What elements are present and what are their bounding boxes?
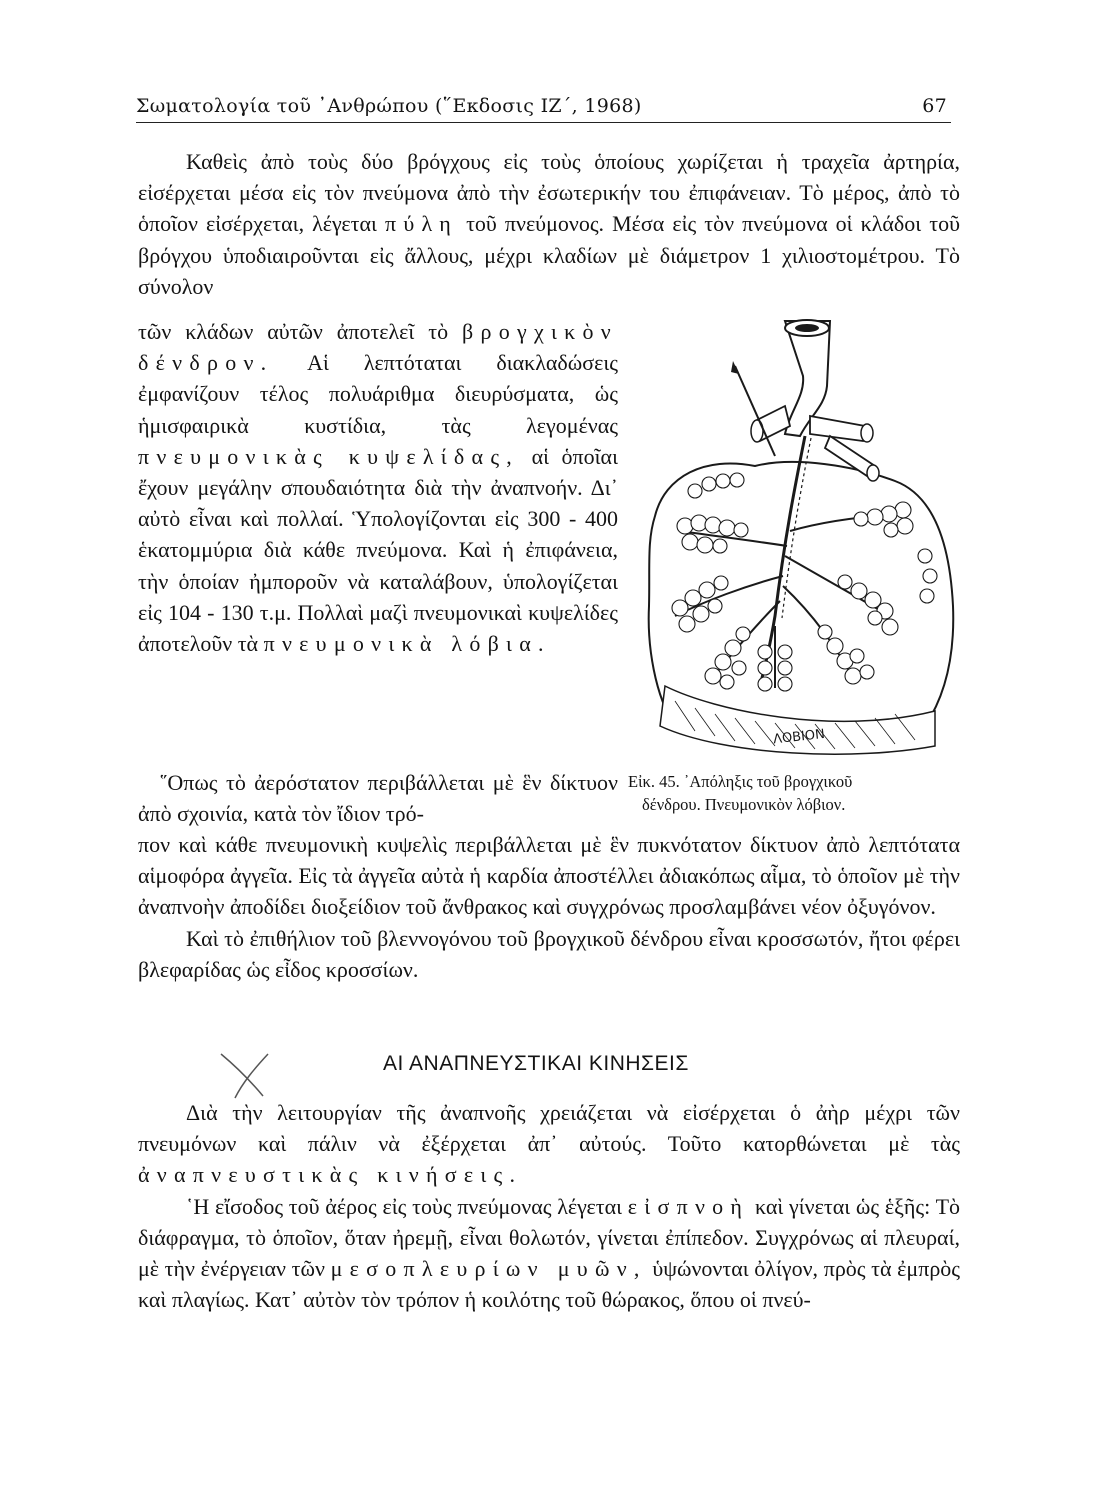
para5-text-c: ὑψώνονται ὀλίγον, πρὸς τὰ ἐμπρὸς καὶ πλαγίως. Κατ᾽ αὐτὸν τὸν τρόπον ἡ κοιλότης τοῦ θώρακος, ὅπου οἱ πνεύ- bbox=[138, 1256, 961, 1313]
caption-line-2: δένδρου. Πνευμονικὸν λόβιον. bbox=[642, 795, 846, 814]
term-inhalation: εἰσπνοὴ bbox=[627, 1193, 750, 1219]
para2-left-line1: ῞Οπως τὸ ἀερόστατον περιβάλλεται μὲ bbox=[160, 770, 514, 795]
term-respiratory-movements: ἀναπνευστικὰς κινήσεις. bbox=[138, 1162, 523, 1188]
para5-text-b: καὶ γίνεται ὡς ἑξῆς: Τὸ διάφραγμα, τὸ ὁποῖον, ὅταν ἠρεμῇ, εἶναι θολωτόν, γίνεται ἐπίπεδον. Συγχρόνως αἱ πλευραί, μὲ τὴν ἐνέργειαν τῶν bbox=[138, 1193, 961, 1282]
section-heading: ΑΙ ΑΝΑΠΝΕΥΣΤΙΚΑΙ ΚΙΝΗΣΕΙΣ bbox=[383, 1052, 689, 1075]
para3-text: Καὶ τὸ ἐπιθήλιον τοῦ βλεννογόνου τοῦ βρογχικοῦ δένδρου εἶναι κροσσωτόν, ἤτοι φέρει βλεφαρίδας ὡς εἶδος κροσσίων. bbox=[138, 925, 960, 982]
handwritten-cross-mark-icon bbox=[213, 1048, 273, 1102]
para1-text-cont: τοῦ πνεύμονος. Μέσα εἰς τὸν πνεύμονα οἱ κλάδοι τοῦ βρόγχου ὑποδιαιροῦνται εἰς ἄλλους, μέχρι κλαδίων μὲ διάμετρον 1 χιλιοστομέτρου. Τὸ σύνολον bbox=[138, 211, 961, 299]
header-rule bbox=[136, 122, 951, 123]
paragraph-balloon-left bbox=[138, 767, 618, 829]
term-pyle: πύλη bbox=[384, 211, 459, 237]
para1-text: Καθεὶς ἀπὸ τοὺς δύο βρόγχους εἰς τοὺς ὁποίους χωρίζεται ἡ τραχεῖα ἀρτηρία, εἰσέρχεται μέσα εἰς τὸν πνεύμονα ἀπὸ τὴν ἐσωτερικήν του ἐπιφάνειαν. Τὸ μέρος, ἀπὸ τὸ ὁποῖον εἰσέρχεται, λέγεται bbox=[138, 149, 960, 237]
para2-rest: πον καὶ κάθε πνευμονικὴ κυψελὶς περιβάλλεται μὲ ἓν πυκνότατον δίκτυον ἀπὸ λεπτότατα αἱμοφόρα ἀγγεῖα. Εἰς τὰ ἀγγεῖα αὐτὰ ἡ καρδία ἀποστέλλει ἀδιακόπως αἷμα, τὸ ὁποῖον μὲ τὴν ἀναπνοὴν ἀποδίδει διοξείδιον τοῦ ἄνθρακος καὶ συγχρόνως προσλαμβάνει νέον ὀξυγόνον. bbox=[138, 832, 960, 920]
bronchial-lobule-illustration bbox=[635, 316, 957, 766]
running-title: Σωματολογία τοῦ ᾽Ανθρώπου (῞Εκδοσις ΙΖ΄, 1968) bbox=[136, 95, 642, 117]
paragraph-bronchi-intro bbox=[138, 146, 960, 302]
term-bronchial-tree: βρογχικὸν δένδρον. bbox=[138, 319, 618, 376]
paragraph-capillaries bbox=[138, 829, 960, 985]
figure-label: ΛΟΒΙΟΝ bbox=[772, 726, 826, 748]
para1-wrap-c: αἱ ὁποῖαι ἔχουν μεγάλην σπουδαιότητα διὰ τὴν ἀναπνοήν. Δι᾽ αὐτὸ εἶναι καὶ πολλαί. Ὑπολογίζονται εἰς 300 - 400 ἑκατομμύρια διὰ κάθε πνεύμονα. Καὶ ἡ ἐπιφάνεια, τὴν ὁποίαν ἠμποροῦν νὰ καταλάβουν, ὑπολογίζεται εἰς 104 - 130 τ.μ. Πολλαὶ μαζὶ πνευμονικαὶ κυψελίδες ἀποτελοῦν τὰ bbox=[138, 443, 618, 657]
running-header bbox=[136, 95, 951, 117]
para1-wrap-b: Αἱ λεπτόταται διακλαδώσεις ἐμφανίζουν τέλος πολυάριθμα διευρύσματα, ὡς ἡμισφαιρικὰ κυστίδια, τὰς λεγομένας bbox=[138, 350, 618, 438]
page-number: 67 bbox=[922, 95, 947, 117]
para1-wrap-a: τῶν κλάδων αὐτῶν ἀποτελεῖ τὸ bbox=[138, 319, 449, 344]
para2-left-line2: ἓν δίκτυον ἀπὸ σχοινία, κατὰ τὸν ἴδιον τρό- bbox=[138, 770, 618, 827]
figure-caption bbox=[628, 770, 960, 816]
paragraph-bronchial-tree bbox=[138, 316, 618, 659]
term-alveoli: πνευμονικὰς κυψελίδας, bbox=[138, 443, 520, 469]
para5-text-a: ῾Η εἴσοδος τοῦ ἀέρος εἰς τοὺς πνεύμονας λέγεται bbox=[186, 1193, 623, 1219]
para4-text: Διὰ τὴν λειτουργίαν τῆς ἀναπνοῆς χρειάζεται νὰ εἰσέρχεται ὁ ἀὴρ μέχρι τῶν πνευμόνων καὶ πάλιν νὰ ἐξέρχεται ἀπ᾽ αὐτούς. Τοῦτο κατορθώνεται μὲ τὰς bbox=[138, 1100, 960, 1157]
term-lobules: πνευμονικὰ λόβια. bbox=[263, 631, 551, 657]
term-intercostal-muscles: μεσοπλευρίων μυῶν, bbox=[330, 1256, 647, 1282]
paragraph-respiratory-movements bbox=[138, 1097, 960, 1315]
caption-line-1: Εἰκ. 45. ᾽Απόληξις τοῦ βρογχικοῦ bbox=[628, 772, 853, 791]
